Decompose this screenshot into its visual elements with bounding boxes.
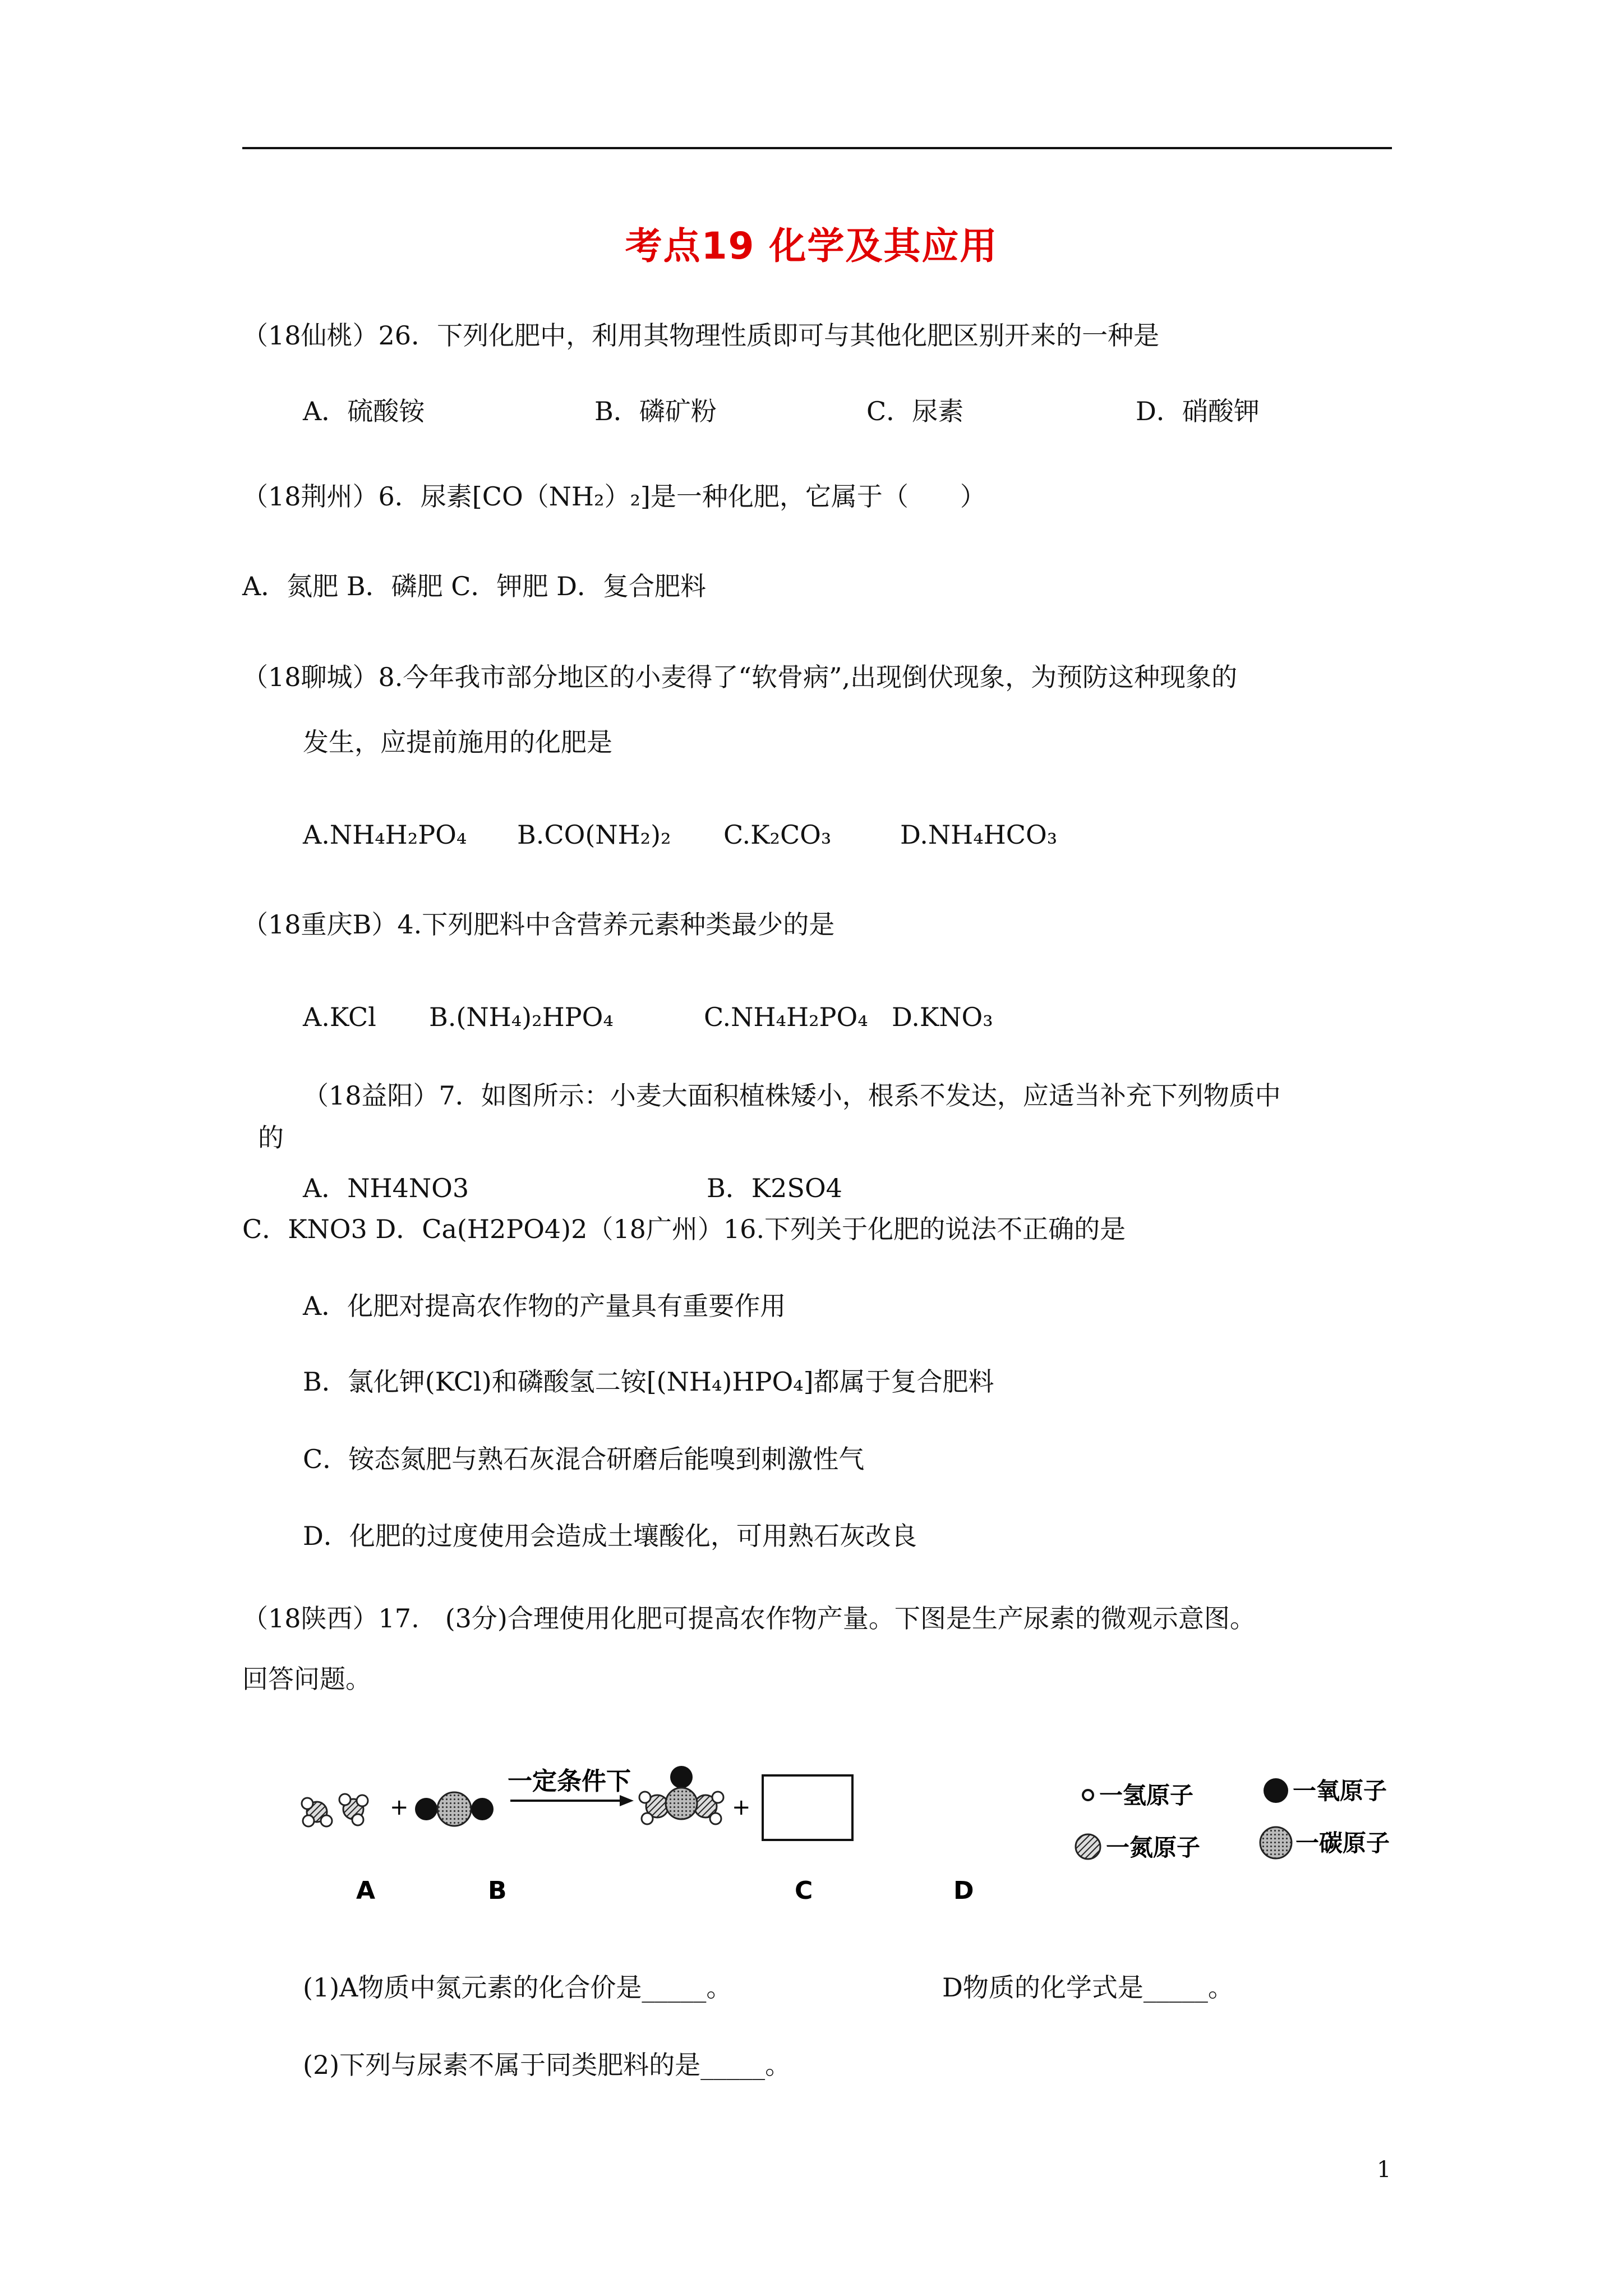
molecule-c xyxy=(639,1766,723,1824)
legend xyxy=(1076,1777,1390,1861)
label-b: B xyxy=(488,1876,507,1905)
question-text: 回答问题。 xyxy=(242,1664,371,1694)
molecule-b xyxy=(415,1792,494,1826)
option-b: B．K2SO4 xyxy=(707,1173,842,1203)
option-c: C．尿素 xyxy=(866,396,964,426)
question-text: （18益阳）7．如图所示：小麦大面积植株矮小，根系不发达，应适当补充下列物质中 xyxy=(303,1080,1281,1111)
legend-oxygen: 一氧原子 xyxy=(1293,1777,1387,1805)
plus-sign: + xyxy=(732,1795,751,1820)
urea-reaction-diagram xyxy=(292,1750,1469,1918)
hydrogen-atom-icon xyxy=(1083,1790,1093,1800)
sub-question: (1)A物质中氮元素的化合价是_____。 xyxy=(303,1972,732,2003)
plus-sign: + xyxy=(390,1795,409,1820)
question-text: （18荆州）6．尿素[CO（NH₂）₂]是一种化肥，它属于（ ） xyxy=(242,481,986,512)
molecule-a xyxy=(302,1794,368,1826)
legend-hydrogen: 一氢原子 xyxy=(1099,1782,1194,1809)
option-a: A．硫酸铵 xyxy=(303,396,425,426)
page-number: 1 xyxy=(1377,2157,1391,2183)
options-line: A．氮肥 B．磷肥 C．钾肥 D．复合肥料 xyxy=(242,571,706,601)
question-text: （18陕西）17. (3分)合理使用化肥可提高农作物产量。下图是生产尿素的微观示意图。 xyxy=(242,1603,1256,1634)
option-c: C.NH₄H₂PO₄ xyxy=(704,1002,868,1032)
option-a: A.KCl xyxy=(303,1002,376,1032)
options-and-question: C．KNO3 D．Ca(H2PO4)2（18广州）16.下列关于化肥的说法不正确的是 xyxy=(242,1214,1126,1244)
molecule-d-box xyxy=(763,1775,852,1840)
header-rule xyxy=(242,147,1392,149)
option-b: B.CO(NH₂)₂ xyxy=(517,820,671,850)
question-text: 发生，应提前施用的化肥是 xyxy=(303,727,612,757)
oxygen-atom-icon xyxy=(1264,1778,1288,1803)
sub-question: (2)下列与尿素不属于同类肥料的是_____。 xyxy=(303,2050,791,2080)
option-b: B．磷矿粉 xyxy=(594,396,717,426)
option-d: D.NH₄HCO₃ xyxy=(900,820,1058,850)
option-a: A．化肥对提高农作物的产量具有重要作用 xyxy=(303,1291,786,1321)
option-d: D．化肥的过度使用会造成土壤酸化，可用熟石灰改良 xyxy=(303,1521,917,1551)
carbon-atom-icon xyxy=(1260,1827,1292,1858)
arrow-head-icon xyxy=(620,1795,634,1806)
question-text: （18仙桃）26．下列化肥中，利用其物理性质即可与其他化肥区别开来的一种是 xyxy=(242,320,1160,351)
option-a: A.NH₄H₂PO₄ xyxy=(303,820,467,850)
option-d: D．硝酸钾 xyxy=(1136,396,1260,426)
page-title: 考点19 化学及其应用 xyxy=(625,224,998,268)
option-c: C.K₂CO₃ xyxy=(723,820,832,850)
question-text: （18重庆B）4.下列肥料中含营养元素种类最少的是 xyxy=(242,909,835,940)
nitrogen-atom-icon xyxy=(1076,1834,1100,1859)
option-b: B.(NH₄)₂HPO₄ xyxy=(429,1002,614,1032)
sub-question: D物质的化学式是_____。 xyxy=(942,1972,1234,2003)
option-a: A．NH4NO3 xyxy=(303,1173,469,1203)
label-d: D xyxy=(953,1876,974,1905)
option-b: B．氯化钾(KCl)和磷酸氢二铵[(NH₄)HPO₄]都属于复合肥料 xyxy=(303,1366,994,1397)
arrow-label: 一定条件下 xyxy=(508,1767,631,1796)
option-c: C．铵态氮肥与熟石灰混合研磨后能嗅到刺激性气 xyxy=(303,1444,865,1474)
option-d: D.KNO₃ xyxy=(892,1002,993,1032)
question-text: （18聊城）8.今年我市部分地区的小麦得了“软骨病”,出现倒伏现象，为预防这种现象的 xyxy=(242,662,1238,692)
legend-carbon: 一碳原子 xyxy=(1295,1829,1390,1857)
question-text: 的 xyxy=(258,1122,284,1153)
legend-nitrogen: 一氮原子 xyxy=(1106,1834,1201,1861)
label-c: C xyxy=(795,1876,813,1905)
label-a: A xyxy=(356,1876,376,1905)
